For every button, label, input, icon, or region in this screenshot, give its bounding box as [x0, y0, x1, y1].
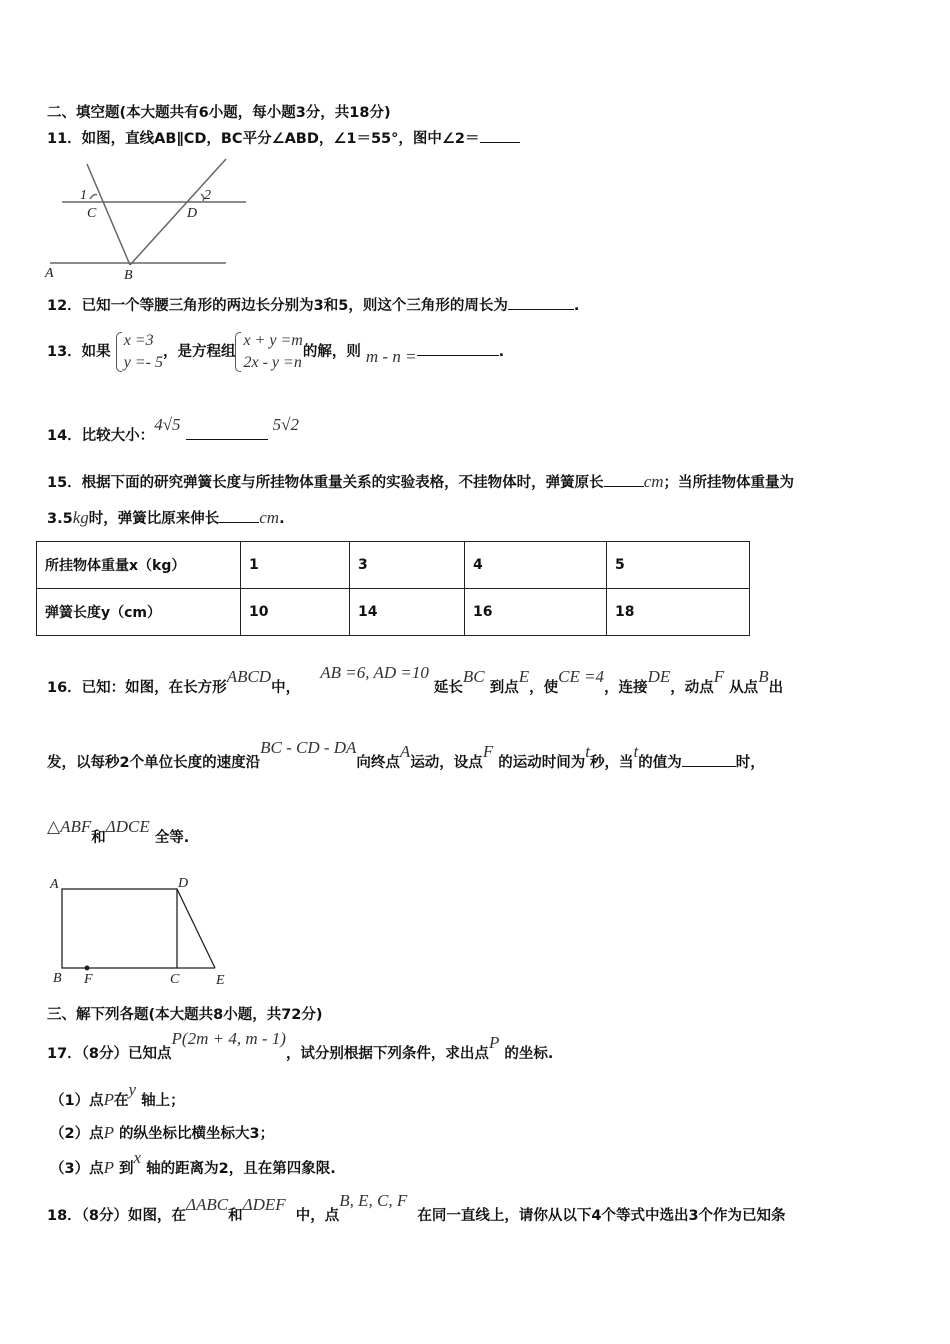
question-15-line2	[47, 508, 285, 529]
text: 在	[113, 1093, 129, 1109]
math: P	[103, 1123, 114, 1142]
math: ΔABC	[186, 1195, 229, 1214]
math: t	[585, 742, 590, 761]
question-16-line2	[47, 738, 765, 773]
row-header: 弹簧长度y（cm）	[37, 589, 241, 636]
table-row	[37, 589, 750, 636]
text: 全等.	[154, 830, 190, 846]
text: 中，点	[295, 1208, 340, 1224]
text: 的运动时间为	[498, 755, 586, 771]
text: ，动点	[670, 680, 714, 696]
label-d: D	[178, 876, 189, 891]
label-f: F	[84, 972, 93, 987]
question-18	[47, 1191, 786, 1226]
math: ΔDCE	[105, 817, 150, 836]
q17-sub3	[50, 1148, 336, 1179]
math: CE =4	[558, 667, 605, 686]
answer-blank[interactable]	[682, 752, 736, 767]
math: E	[518, 667, 530, 686]
text: （1）点	[50, 1093, 104, 1109]
label-b: B	[53, 971, 62, 986]
text: 从点	[729, 680, 759, 696]
cell: 16	[465, 589, 607, 636]
text: 轴的距离为2，且在第四象限.	[146, 1161, 336, 1177]
spring-table	[36, 541, 750, 636]
rectangle-abcd	[62, 889, 177, 968]
q11-figure	[0, 0, 260, 290]
equation-system	[235, 330, 302, 374]
answer-blank[interactable]	[508, 295, 574, 310]
question-17	[47, 1029, 554, 1064]
text: 向终点	[356, 755, 400, 771]
text: 到	[119, 1161, 134, 1177]
text: 秒，当	[590, 755, 634, 771]
angle-1-label: 1	[80, 188, 87, 203]
answer-blank[interactable]	[219, 508, 259, 523]
math: A	[399, 742, 411, 761]
text: ，使	[529, 680, 559, 696]
q13-expr: m - n =	[365, 347, 417, 366]
q14-prefix: 14．比较大小：	[47, 428, 155, 444]
q12-text: 12．已知一个等腰三角形的两边长分别为3和5，则这个三角形的周长为	[47, 298, 508, 314]
q16-figure	[0, 860, 250, 990]
text: ，连接	[604, 680, 648, 696]
text: 的纵坐标比横坐标大3；	[119, 1126, 275, 1142]
label-a: A	[50, 877, 59, 892]
point-f-dot	[85, 966, 90, 971]
label-c: C	[170, 972, 180, 987]
math: F	[713, 667, 725, 686]
answer-blank[interactable]	[604, 472, 644, 487]
point-p-expr: P(2m + 4, m - 1)	[171, 1029, 286, 1048]
unit-kg: kg	[72, 508, 89, 527]
math: x	[133, 1148, 142, 1167]
math: BC	[462, 667, 485, 686]
math: △ABF	[47, 817, 92, 836]
math: t	[633, 742, 639, 761]
period: .	[498, 344, 505, 360]
eq: 2x - y =n	[243, 354, 302, 371]
expr-4sqrt5: 4√5	[154, 415, 181, 434]
text: 轴上；	[141, 1093, 185, 1109]
cell: 14	[350, 589, 465, 636]
section2-title: 二、填空题(本大题共有6小题，每小题3分，共18分)	[47, 105, 391, 121]
q15-text: ；当所挂物体重量为	[663, 475, 795, 491]
solution-system	[116, 330, 163, 374]
math: P	[103, 1158, 114, 1177]
math: DE	[647, 667, 671, 686]
text: （2）点	[50, 1126, 104, 1142]
text: 17．（8分）已知点	[47, 1046, 172, 1062]
cell: 3	[350, 542, 465, 589]
text: 运动，设点	[410, 755, 483, 771]
text: 发，以每秒2个单位长度的速度沿	[47, 755, 261, 771]
text: 到点	[489, 680, 519, 696]
math: AB =6, AD =10	[320, 663, 429, 682]
q13-prefix: 13．如果	[47, 344, 111, 360]
answer-blank[interactable]	[417, 341, 499, 356]
eq: x + y =m	[243, 332, 303, 349]
answer-blank[interactable]	[480, 128, 520, 143]
math: B, E, C, F	[339, 1191, 408, 1210]
point-a-label: A	[45, 266, 54, 281]
point-c-label: C	[87, 206, 97, 221]
point-d-label: D	[187, 206, 198, 221]
section3-title: 三、解下列各题(本大题共8小题，共72分)	[47, 1007, 323, 1023]
question-15-line1	[47, 472, 794, 493]
question-13	[47, 330, 504, 374]
text: 18．（8分）如图，在	[47, 1208, 187, 1224]
math: BC - CD - DA	[260, 738, 357, 757]
row-header: 所挂物体重量x（kg）	[37, 542, 241, 589]
unit-cm: cm	[643, 472, 664, 491]
math: P	[103, 1090, 114, 1109]
text: 16．已知：如图，在长方形	[47, 680, 227, 696]
eq: x =3	[123, 332, 154, 349]
angle-2-label: 2	[204, 188, 211, 203]
text: 中，	[271, 680, 301, 696]
line-bd	[130, 159, 226, 265]
unit-cm: cm	[259, 508, 280, 527]
text: 的值为	[638, 755, 682, 771]
cell: 10	[241, 589, 350, 636]
point-b-label: B	[124, 268, 133, 283]
text: 延长	[433, 680, 463, 696]
period: .	[573, 298, 580, 314]
q13-mid: ，是方程组	[162, 344, 236, 360]
question-14	[47, 415, 299, 446]
text: 的坐标.	[504, 1046, 554, 1062]
cell: 18	[607, 589, 750, 636]
math: ABCD	[226, 667, 272, 686]
expr-5sqrt2: 5√2	[272, 415, 299, 434]
text: 和	[228, 1208, 243, 1224]
eq: y =- 5	[123, 354, 163, 371]
answer-blank[interactable]	[186, 425, 268, 440]
q11-text: 11．如图，直线AB∥CD，BC平分∠ABD，∠1＝55°，图中∠2＝	[47, 131, 480, 147]
math: ΔDEF	[242, 1195, 286, 1214]
label-e: E	[216, 973, 225, 988]
math: y	[128, 1080, 137, 1099]
cell: 1	[241, 542, 350, 589]
question-12	[47, 295, 579, 316]
q15-text: 时，弹簧比原来伸长	[88, 511, 220, 527]
text: ，试分别根据下列条件，求出点	[285, 1046, 489, 1062]
text: 在同一直线上，请你从以下4个等式中选出3个作为已知条	[417, 1208, 786, 1224]
q13-suffix: 的解，则	[302, 344, 361, 360]
q15-text: 15．根据下面的研究弹簧长度与所挂物体重量关系的实验表格，不挂物体时，弹簧原长	[47, 475, 604, 491]
question-16-line3	[47, 817, 190, 848]
text: 出	[768, 680, 784, 696]
segment-de	[177, 889, 215, 968]
cell: 5	[607, 542, 750, 589]
math: P	[488, 1033, 500, 1052]
cell: 4	[465, 542, 607, 589]
text: （3）点	[50, 1161, 104, 1177]
weight-value: 3.5	[47, 511, 73, 527]
question-16-line1	[47, 663, 784, 698]
math: B	[758, 667, 769, 686]
text: 和	[91, 830, 106, 846]
period: .	[279, 511, 285, 527]
table-row	[37, 542, 750, 589]
q17-sub1	[50, 1080, 185, 1111]
math: F	[482, 742, 494, 761]
text: 时，	[735, 755, 765, 771]
q17-sub2	[50, 1123, 274, 1144]
